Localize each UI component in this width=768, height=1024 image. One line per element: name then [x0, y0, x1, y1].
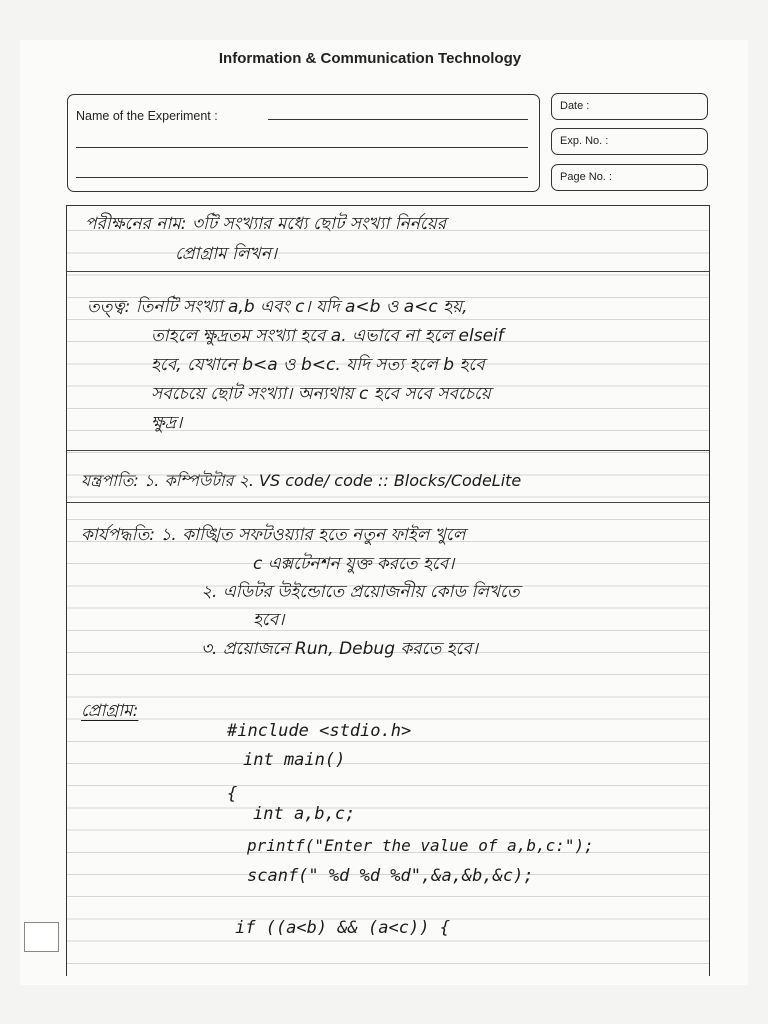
theory-line-2: তাহলে ক্ষুদ্রতম সংখ্যা হবে a. এভাবে না হলে elseif	[151, 326, 504, 346]
theory-line-1: তত্ত্ব: তিনটি সংখ্যা a,b এবং c। যদি a<b ও a<c হয়,	[87, 297, 468, 317]
date-box	[551, 93, 708, 120]
exp-no-box	[551, 128, 708, 155]
code-line-8: if ((a<b) && (a<c)) {	[235, 918, 450, 938]
writing-area	[66, 205, 710, 976]
theory-line-3: হবে, যেখানে b<a ও b<c. যদি সত্য হলে b হবে	[151, 355, 485, 375]
program-heading: প্রোগ্রাম:	[81, 701, 139, 721]
page-no-box	[551, 164, 708, 191]
section-divider	[67, 271, 709, 272]
experiment-name-line-3	[76, 177, 528, 178]
procedure-line-2: c এক্সটেনশন যুক্ত করতে হবে।	[253, 554, 455, 574]
page-no-label: Page No. :	[560, 171, 612, 183]
experiment-name-line-1	[268, 119, 528, 120]
theory-line-5: ক্ষুদ্র।	[151, 413, 183, 433]
procedure-line-4: হবে।	[253, 610, 285, 630]
code-line-3: {	[227, 784, 238, 804]
experiment-name-line-2	[76, 147, 528, 148]
section-divider	[67, 502, 709, 503]
equipment-line: যন্ত্রপাতি: ১. কম্পিউটার ২. VS code/ code :: Blocks/CodeLite	[81, 471, 522, 490]
theory-line-4: সবচেয়ে ছোট সংখ্যা। অন্যথায় c হবে সবে সবচেয়ে	[151, 384, 491, 404]
exp-no-label: Exp. No. :	[560, 135, 609, 147]
experiment-name-label: Name of the Experiment :	[76, 109, 218, 123]
code-line-5: printf("Enter the value of a,b,c:");	[247, 836, 594, 855]
code-line-6: scanf(" %d %d %d",&a,&b,&c);	[247, 866, 534, 886]
procedure-line-5: ৩. প্রয়োজনে Run, Debug করতে হবে।	[201, 639, 478, 659]
page-title: Information & Communication Technology	[218, 50, 522, 67]
procedure-line-3: ২. এডিটর উইন্ডোতে প্রয়োজনীয় কোড লিখতে	[201, 582, 520, 602]
experiment-name-box	[67, 94, 540, 192]
procedure-line-1: কার্যপদ্ধতি: ১. কাঙ্খিত সফটওয়্যার হতে নতুন ফাইল খুলে	[81, 525, 466, 545]
code-line-2: int main()	[243, 750, 346, 770]
experiment-title-line-1: পরীক্ষনের নাম: ৩টি সংখ্যার মধ্যে ছোট সংখ্যা নির্নয়ের	[85, 214, 447, 234]
code-line-4: int a,b,c;	[253, 804, 356, 824]
date-label: Date :	[560, 100, 590, 112]
notebook-brand-logo	[24, 922, 59, 952]
code-line-1: #include <stdio.h>	[227, 721, 412, 741]
section-divider	[67, 450, 709, 451]
experiment-title-line-2: প্রোগ্রাম লিখন।	[175, 244, 277, 264]
